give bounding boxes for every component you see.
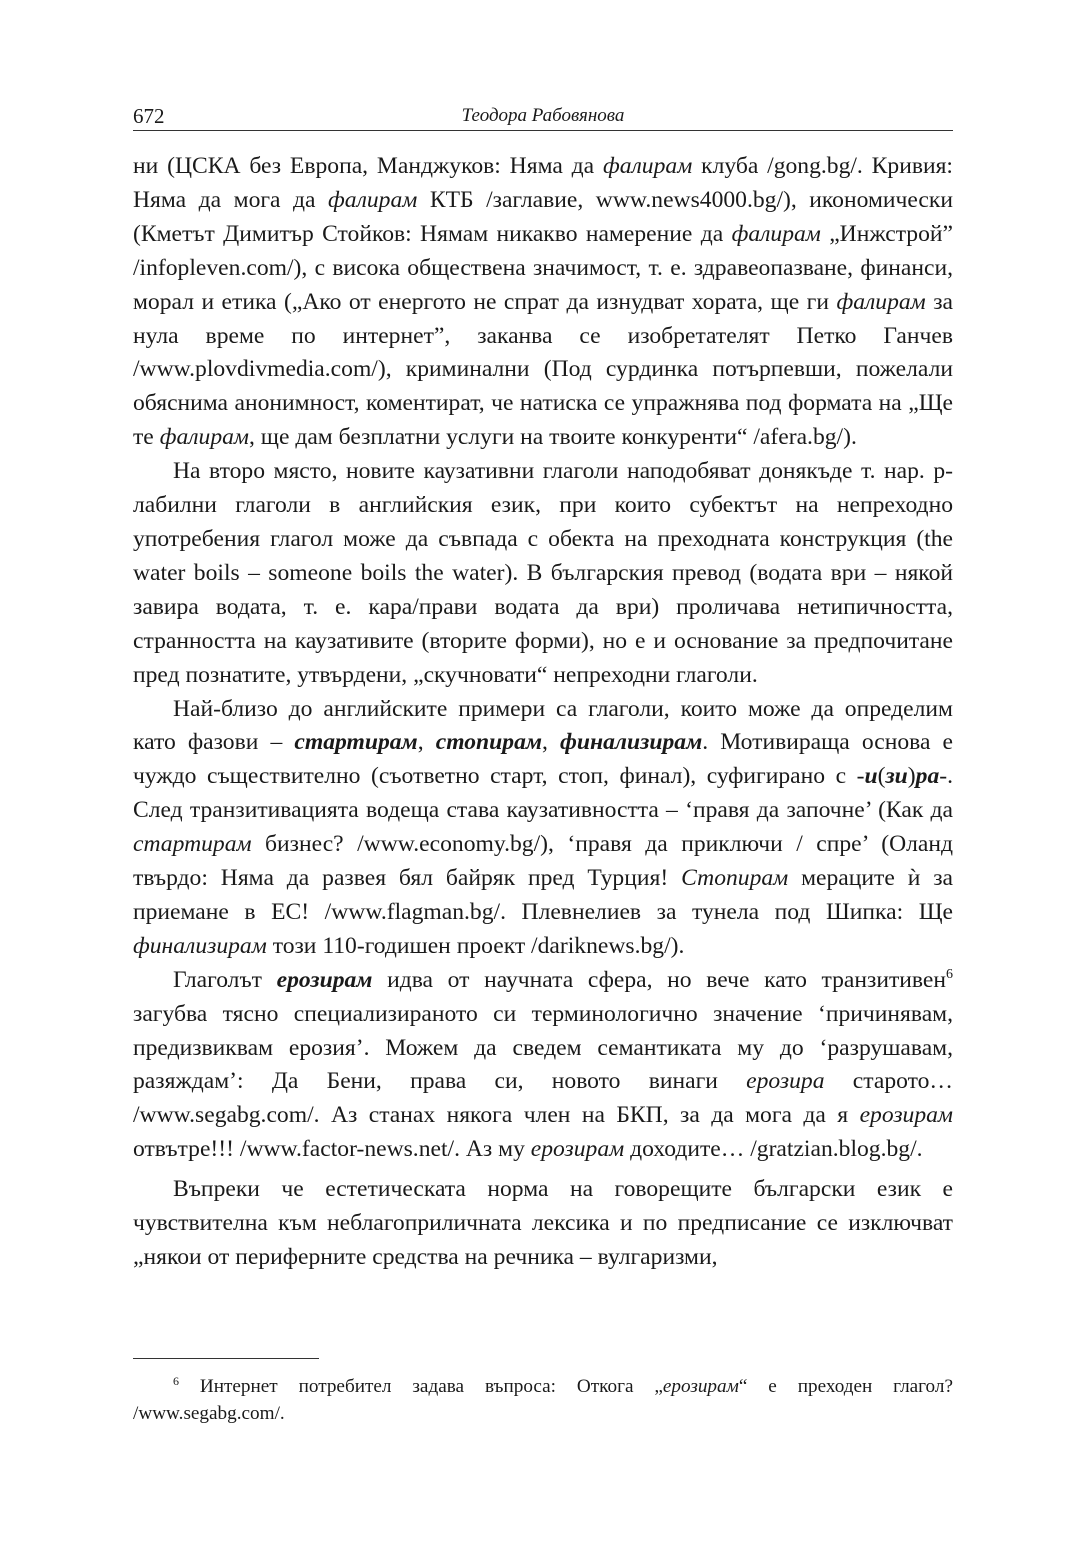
text-run: „Инжстрой” /infopleven.com/), с висока обществена значимост, т. е. здравеопазване, финанси, морал и етика („Ако от енергото не спрат да изнудват хората, ще ги xyxy=(133,220,953,315)
emphasis-term: ерозирам xyxy=(530,1136,625,1163)
header-rule xyxy=(133,130,953,131)
key-term: стартирам xyxy=(294,729,418,756)
emphasis-term: фалирам xyxy=(836,288,926,315)
footnote-reference[interactable]: 6 xyxy=(945,966,953,982)
footnote-marker: 6 xyxy=(173,1374,179,1388)
running-title: Теодора Рабовянова xyxy=(461,105,625,126)
text-run: ( xyxy=(877,763,886,790)
paragraph-3 xyxy=(133,693,953,964)
text-run: КТБ /заглавие, www.news4000.bg/), икономически (Кметът Димитър Стойков: Нямам никакво намерение да xyxy=(133,186,953,247)
text-run: доходите… /gratzian.blog.bg/. xyxy=(624,1136,923,1163)
text-run: Интернет потребител задава въпроса: Откога „ xyxy=(179,1376,663,1397)
paragraph-1 xyxy=(133,150,953,455)
text-run: . Мотивираща основа е чуждо съществително (съответно старт, стоп, финал), суфигирано с - xyxy=(133,729,954,790)
text-run: ) xyxy=(907,763,916,790)
text-run: мераците ѝ за приемане в ЕС! /www.flagman.bg/. Плевнелиев за тунела под Шипка: Ще xyxy=(133,865,953,925)
text-run: загубва тясно специализираното си терминологично значение ‘причинявам, предизвиквам ерозия’. Можем да сведем семантиката му до ‘разрушавам, разяждам’: Да Бени, права си, новото винаги xyxy=(133,1000,953,1095)
text-run: идва от научната сфера, но вече като транзитивен xyxy=(372,966,946,993)
text-run: , xyxy=(542,729,561,756)
text-run: ни (ЦСКА без Европа, Манджуков: Няма да xyxy=(133,153,603,179)
page-number: 672 xyxy=(133,104,165,128)
text-run: клуба /gong.bg/. Кривия: Няма да мога да xyxy=(133,153,953,213)
emphasis-term: фалирам xyxy=(731,220,821,247)
emphasis-term: стартирам xyxy=(133,831,252,858)
text-run: за нула време по интернет”, заканва се изобретателят Петко Ганчев /www.plovdivmedia.com/), криминални (Под сурдинка потърпевши, пожелали обяснима анонимност, коментират, че натиска се упражнява под формата на „Ще те xyxy=(133,288,953,451)
key-term: стопирам xyxy=(435,729,543,756)
body-text xyxy=(133,150,953,1275)
running-head xyxy=(133,104,953,132)
emphasis-term: ерозирам xyxy=(859,1102,953,1129)
suffix-part: зи xyxy=(885,763,908,790)
footnote-6 xyxy=(133,1373,953,1427)
key-term: ерозирам xyxy=(276,966,373,993)
emphasis-term: ерозирам xyxy=(662,1376,739,1397)
text-run: Глаголът xyxy=(173,966,277,993)
emphasis-term: ерозира xyxy=(746,1068,825,1095)
emphasis-term: фалирам xyxy=(159,424,249,451)
text-run: , ще дам безплатни услуги на твоите конкуренти“ /afera.bg/). xyxy=(248,424,857,451)
emphasis-term: фалирам xyxy=(328,186,418,213)
text-run: Най-близо до английските примери са глаголи, които може да определим като фазови – xyxy=(133,695,953,756)
text-run: -. След транзитивацията водеща става каузативността – ‘правя да започне’ (Как да xyxy=(133,763,953,824)
text-run: този 110-годишен проект /dariknews.bg/). xyxy=(266,932,685,959)
suffix-part: и xyxy=(864,763,878,790)
suffix-part: ра xyxy=(915,763,940,790)
text-run: старото… /www.segabg.com/. Аз станах някога член на БКП, за да мога да я xyxy=(133,1068,953,1129)
emphasis-term: фалирам xyxy=(602,153,693,179)
paragraph-5: Въпреки че естетическата норма на говорещите български език е чувствителна към неблагоприличната лексика и по предписание се изключват „някои от периферните средства на речника – вулгаризми, xyxy=(133,1176,953,1270)
text-run: отвътре!!! /www.factor-news.net/. Аз му xyxy=(133,1136,531,1163)
emphasis-term: Стопирам xyxy=(681,865,789,892)
text-run: бизнес? /www.economy.bg/), ‘правя да приключи / спре’ (Оланд твърдо: Няма да развея бял байряк пред Турция! xyxy=(133,831,953,892)
footnote xyxy=(133,1373,953,1427)
paragraph-2: На второ място, новите каузативни глаголи наподобяват донякъде т. нар. p-лабилни глаголи в английския език, при които субектът на непреходно употребения глагол може да съвпада с обекта на преходната конструкция (the water boils – someone boils the water). В българския превод (водата ври – някой завира водата, т. е. кара/прави водата да ври) проличава нетипичността, странността на каузативите (вторите форми), но е и основание за предпочитане пред познатите, утвърдени, „скучновати“ непреходни глаголи. xyxy=(133,458,953,688)
text-run: , xyxy=(417,729,436,756)
key-term: финализирам xyxy=(560,729,703,756)
paragraph-4 xyxy=(133,964,953,1167)
footnote-rule xyxy=(133,1358,319,1359)
emphasis-term: финализирам xyxy=(133,932,267,959)
text-run: “ е преходен глагол? /www.segabg.com/. xyxy=(133,1376,953,1424)
